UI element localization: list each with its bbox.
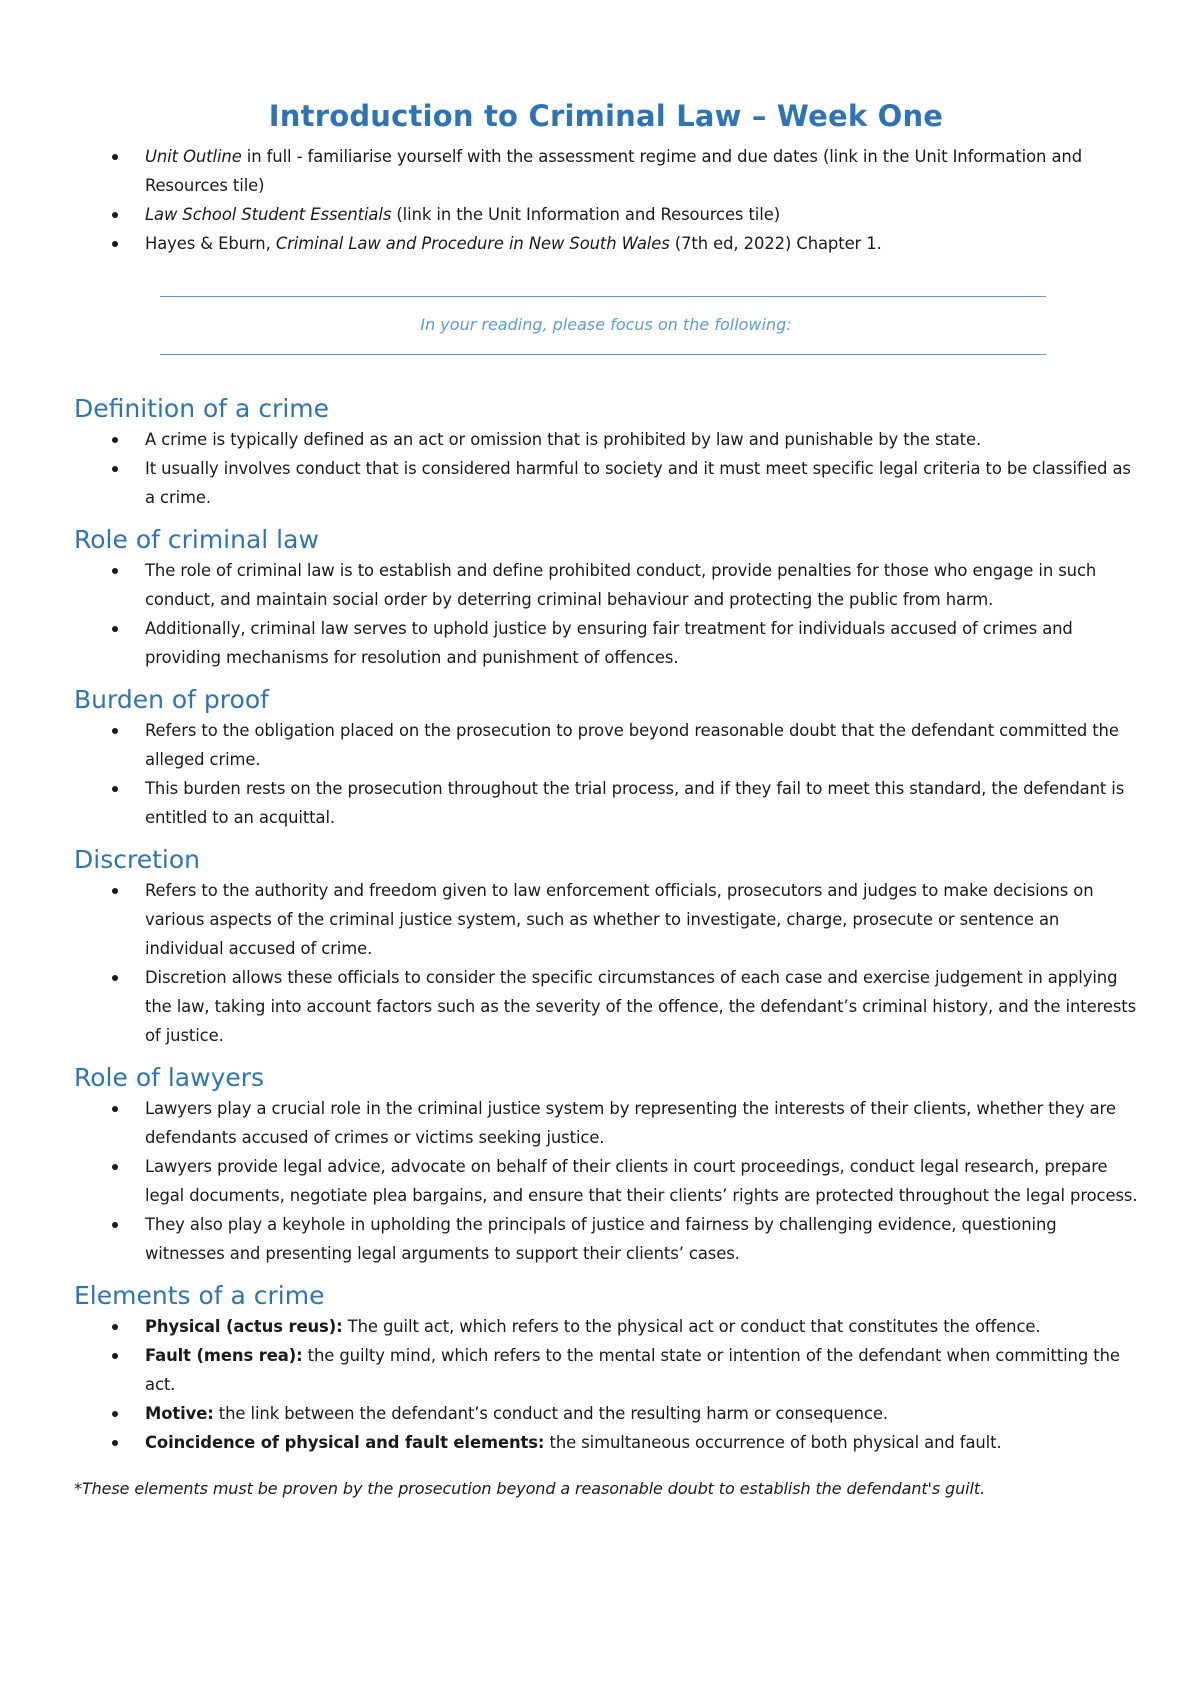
list-item [74,614,1138,672]
bullet-icon [112,154,118,160]
bullet-icon [112,212,118,218]
bullet-icon [112,888,118,894]
section-definition [74,393,1138,512]
section-list [74,425,1138,512]
element-text: the simultaneous occurrence of both physical and fault. [544,1433,1002,1452]
element-term: Fault (mens rea): [145,1346,303,1365]
focus-note: In your reading, please focus on the following: [420,315,792,334]
list-item-text: Lawyers provide legal advice, advocate on behalf of their clients in court proceedings, conduct legal research, prepare legal documents, negotiate plea bargains, and ensure that their clients’ rights are protected throughout the legal process. [145,1157,1138,1205]
divider-bottom [160,354,1046,355]
reading-title: Law School Student Essentials [145,205,392,224]
list-item-text: Refers to the authority and freedom given to law enforcement officials, prosecutors and judges to make decisions on various aspects of the criminal justice system, such as whether to investigate, charge, prosecute or sentence an individual accused of crime. [145,881,1094,958]
page-title: Introduction to Criminal Law – Week One [268,99,944,133]
reading-title: Criminal Law and Procedure in New South Wales [275,234,670,253]
list-item-text: They also play a keyhole in upholding the principals of justice and fairness by challenging evidence, questioning witnesses and presenting legal arguments to support their clients’ cases. [145,1215,1057,1263]
reading-item [74,200,1138,229]
list-item [74,876,1138,963]
section-heading: Discretion [74,845,200,874]
list-item [74,1341,1138,1399]
list-item-text: Refers to the obligation placed on the prosecution to prove beyond reasonable doubt that the defendant committed the alleged crime. [145,721,1119,769]
document-page [74,96,1138,1501]
section-role-criminal-law [74,524,1138,672]
reading-item [74,142,1138,200]
section-role-of-lawyers [74,1062,1138,1268]
list-item [74,454,1138,512]
bullet-icon [112,1353,118,1359]
section-elements-of-crime [74,1280,1138,1457]
section-list [74,556,1138,672]
list-item-text: This burden rests on the prosecution throughout the trial process, and if they fail to meet this standard, the defendant is entitled to an acquittal. [145,779,1125,827]
bullet-icon [112,975,118,981]
section-burden-of-proof [74,684,1138,832]
element-term: Motive: [145,1404,214,1423]
bullet-icon [112,1106,118,1112]
reading-text: (link in the Unit Information and Resources tile) [391,205,780,224]
section-list [74,716,1138,832]
element-text: the link between the defendant’s conduct and the resulting harm or consequence. [213,1404,888,1423]
list-item [74,556,1138,614]
bullet-icon [112,568,118,574]
section-heading: Elements of a crime [74,1281,325,1310]
section-list [74,1094,1138,1268]
bullet-icon [112,1222,118,1228]
bullet-icon [112,626,118,632]
bullet-icon [112,466,118,472]
bullet-icon [112,1440,118,1446]
bullet-icon [112,1411,118,1417]
reading-text: (7th ed, 2022) Chapter 1. [669,234,882,253]
element-term: Coincidence of physical and fault elements: [145,1433,545,1452]
element-text: the guilty mind, which refers to the mental state or intention of the defendant when committing the act. [145,1346,1120,1394]
list-item-text: A crime is typically defined as an act or omission that is prohibited by law and punishable by the state. [145,430,982,449]
bullet-icon [112,241,118,247]
list-item [74,1312,1138,1341]
section-list [74,876,1138,1050]
element-text: The guilt act, which refers to the physical act or conduct that constitutes the offence. [342,1317,1041,1336]
bullet-icon [112,437,118,443]
reading-list [74,142,1138,258]
list-item [74,774,1138,832]
section-heading: Role of criminal law [74,525,319,554]
list-item [74,1210,1138,1268]
list-item [74,1152,1138,1210]
reading-item [74,229,1138,258]
section-heading: Role of lawyers [74,1063,265,1092]
list-item-text: It usually involves conduct that is considered harmful to society and it must meet specific legal criteria to be classified as a crime. [145,459,1131,507]
elements-list [74,1312,1138,1457]
bullet-icon [112,786,118,792]
list-item [74,1399,1138,1428]
footnote: *These elements must be proven by the prosecution beyond a reasonable doubt to establish the defendant's guilt. [74,1479,986,1498]
list-item-text: The role of criminal law is to establish and define prohibited conduct, provide penalties for those who engage in such conduct, and maintain social order by deterring criminal behaviour and protecting the public from harm. [145,561,1097,609]
bullet-icon [112,728,118,734]
list-item [74,1428,1138,1457]
section-discretion [74,844,1138,1050]
list-item [74,425,1138,454]
bullet-icon [112,1164,118,1170]
element-term: Physical (actus reus): [145,1317,343,1336]
list-item [74,963,1138,1050]
section-heading: Definition of a crime [74,394,330,423]
list-item-text: Lawyers play a crucial role in the criminal justice system by representing the interests of their clients, whether they are defendants accused of crimes or victims seeking justice. [145,1099,1116,1147]
list-item-text: Additionally, criminal law serves to uphold justice by ensuring fair treatment for individuals accused of crimes and providing mechanisms for resolution and punishment of offences. [145,619,1073,667]
list-item-text: Discretion allows these officials to consider the specific circumstances of each case and exercise judgement in applying the law, taking into account factors such as the severity of the offence, the defendant’s criminal history, and the interests of justice. [145,968,1137,1045]
list-item [74,716,1138,774]
divider-top [160,296,1046,297]
reading-text: in full - familiarise yourself with the assessment regime and due dates (link in the Unit Information and Resources tile) [145,147,1082,195]
reading-authors: Hayes & Eburn, [145,234,276,253]
section-heading: Burden of proof [74,685,269,714]
bullet-icon [112,1324,118,1330]
list-item [74,1094,1138,1152]
reading-title: Unit Outline [145,147,242,166]
